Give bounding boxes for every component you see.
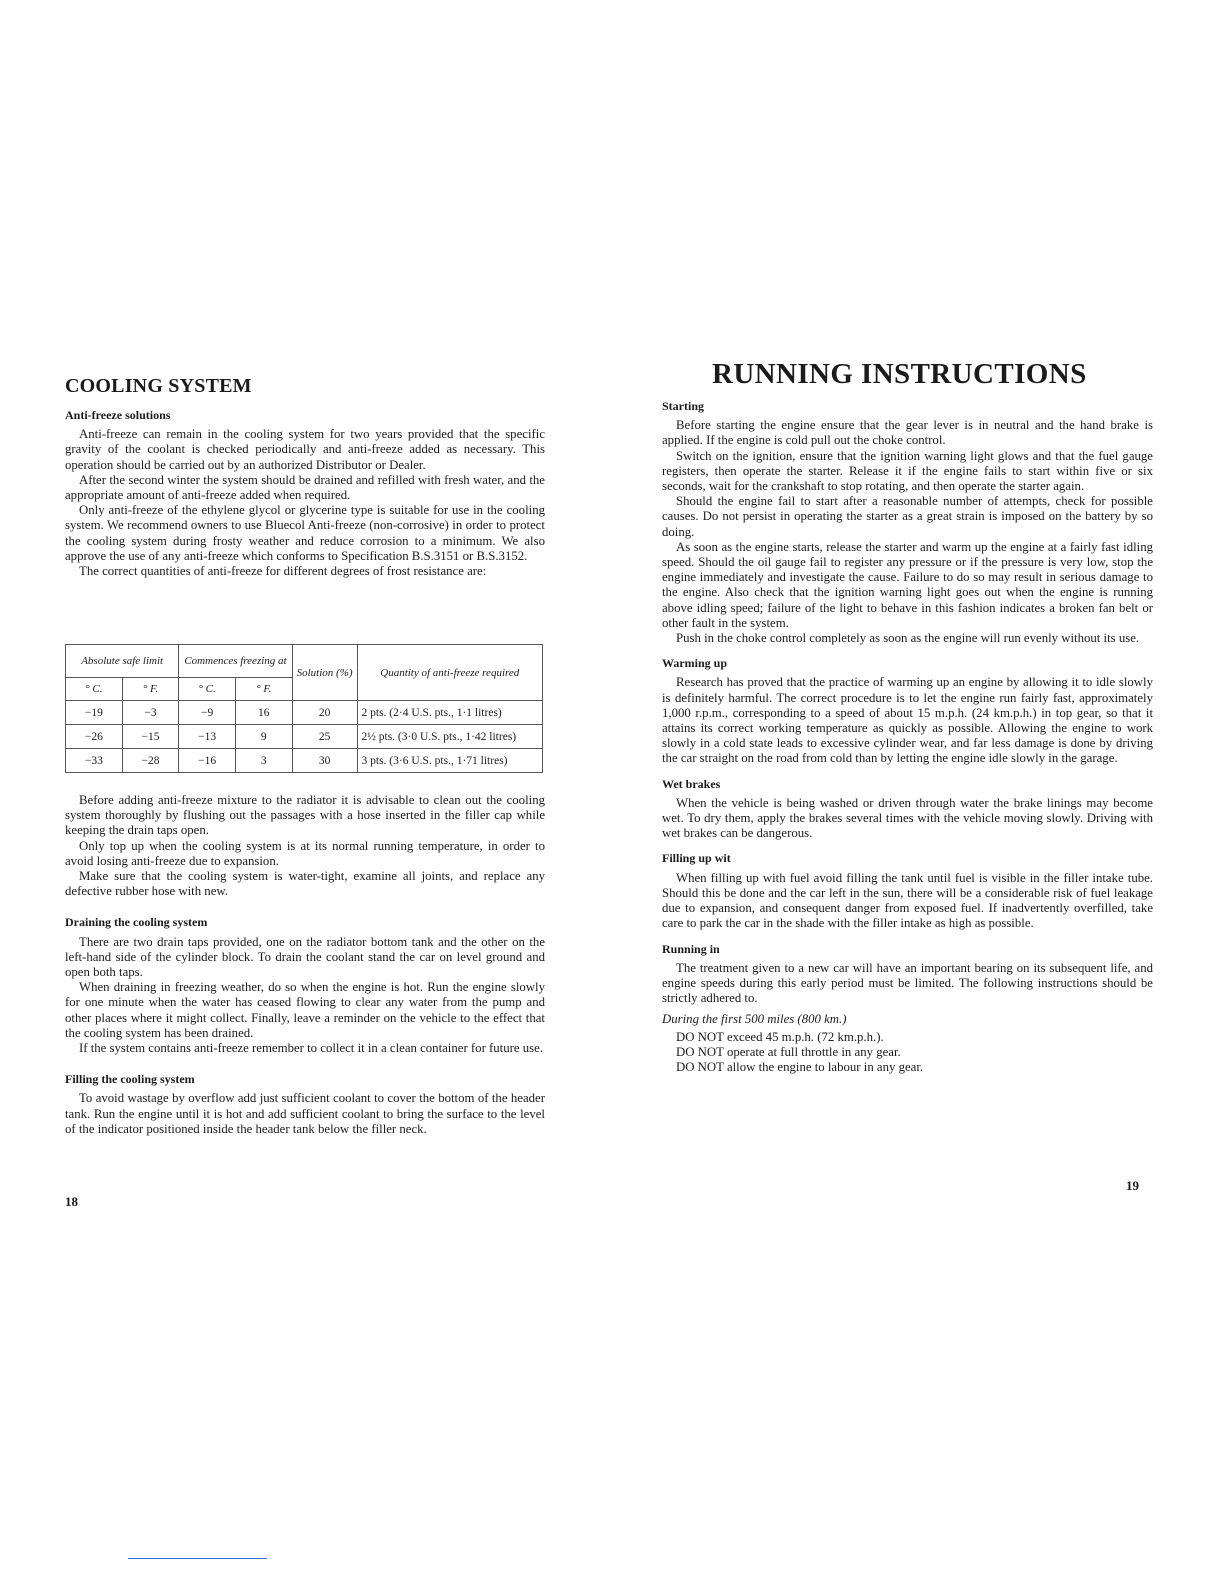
cell-quantity: 3 pts. (3·6 U.S. pts., 1·71 litres) <box>357 749 542 773</box>
table-row <box>66 725 543 749</box>
wet-brakes-section <box>662 777 1153 842</box>
page-title-running-instructions: RUNNING INSTRUCTIONS <box>712 358 1087 390</box>
paragraph: The treatment given to a new car will have an important bearing on its subsequent life, and engine speeds during this early period must be limited. The following instructions should be strictly adhered to. <box>662 960 1153 1006</box>
paragraph: The correct quantities of anti-freeze for different degrees of frost resistance are: <box>79 564 487 579</box>
warming-up-section <box>662 656 1153 766</box>
list-item: DO NOT allow the engine to labour in any gear. <box>676 1059 924 1074</box>
cell-quantity: 2½ pts. (3·0 U.S. pts., 1·42 litres) <box>357 725 542 749</box>
cell-quantity: 2 pts. (2·4 U.S. pts., 1·1 litres) <box>357 701 542 725</box>
paragraph: To avoid wastage by overflow add just sufficient coolant to cover the bottom of the header tank. Run the engine until it is hot and add sufficient coolant to bring the surface to the level of the indicator positioned inside the header tank below the filler neck. <box>65 1091 545 1136</box>
paragraph: When draining in freezing weather, do so when the engine is hot. Run the engine slowly for one minute when the water has ceased flowing to clear any water from the pump and other places where it might collect. Finally, leave a reminder on the vehicle to the effect that the cooling system has been drained. <box>65 980 545 1040</box>
section-heading: Running in <box>662 941 720 956</box>
section-heading: Warming up <box>662 656 728 671</box>
header-com-c: ° C. <box>179 678 236 701</box>
header-absolute-safe-limit: Absolute safe limit <box>66 645 179 678</box>
paragraph: Before adding anti-freeze mixture to the radiator it is advisable to clean out the cooling system thoroughly by flushing out the passages with a hose inserted in the filler cap while keeping the drain taps open. <box>65 793 545 838</box>
header-quantity: Quantity of anti-freeze required <box>357 645 542 701</box>
cell-abs-c: −19 <box>66 701 123 725</box>
paragraph: If the system contains anti-freeze remember to collect it in a clean container for future use. <box>79 1041 544 1056</box>
running-in-section <box>662 942 1153 1076</box>
cell-abs-f: −28 <box>122 749 179 773</box>
paragraph: When filling up with fuel avoid filling the tank until fuel is visible in the filler intake tube. Should this be done and the car left in the sun, there will be a considerable risk of fuel leakage due to expansion, and consequent danger from exposed fuel. If inadvertently overfilled, take care to park the car in the shade with the filler intake as high as possible. <box>662 870 1153 931</box>
paragraph: Switch on the ignition, ensure that the ignition warning light glows and that the fuel gauge registers, then operate the starter. Release it if the engine fails to start within five or six seconds, wait for the crankshaft to stop rotating, and then operate the starter again. <box>662 448 1153 494</box>
paragraph: Only anti-freeze of the ethylene glycol or glycerine type is suitable for use in the cooling system. We recommend owners to use Bluecol Anti-freeze (non-corrosive) in order to protect the cooling system during frosty weather and reduce corrosion to a minimum. We also approve the use of any anti-freeze which conforms to Specification B.S.3151 or B.S.3152. <box>65 503 545 563</box>
section-heading: Filling up wit <box>662 851 731 866</box>
section-heading: Anti-freeze solutions <box>65 408 171 422</box>
paragraph: Research has proved that the practice of warming up an engine by allowing it to idle slowly is definitely harmful. The correct procedure is to let the engine run fairly fast, approximately 1,000 r.p.m., corresponding to a speed of about 15 m.p.h. (24 km.p.h.) in top gear, so that it attains its correct working temperature as quickly as possible. Allowing the engine to work slowly in a cold state leads to excessive cylinder wear, and far less damage is done by driving the car straight on the road from cold than by letting the engine idle slowly in the garage. <box>662 675 1153 766</box>
cell-solution: 30 <box>292 749 357 773</box>
page-number: 19 <box>1126 1178 1139 1193</box>
section-heading: Wet brakes <box>662 776 721 791</box>
paragraph: After the second winter the system should be drained and refilled with fresh water, and the appropriate amount of anti-freeze added when required. <box>65 472 545 503</box>
page-number: 18 <box>65 1194 78 1209</box>
header-commences-freezing: Commences freezing at <box>179 645 292 678</box>
section-heading: Filling the cooling system <box>65 1072 195 1087</box>
right-page <box>612 0 1224 1584</box>
draining-section <box>65 915 545 1056</box>
filling-section <box>65 1072 545 1137</box>
cell-abs-f: −3 <box>122 701 179 725</box>
table-row <box>66 749 543 773</box>
cell-abs-f: −15 <box>122 725 179 749</box>
list-item: DO NOT exceed 45 m.p.h. (72 km.p.h.). <box>676 1029 884 1044</box>
starting-section <box>662 399 1153 646</box>
paragraph: When the vehicle is being washed or driven through water the brake linings may become wet. To dry them, apply the brakes several times with the vehicle moving slowly. Driving with wet brakes can be dangerous. <box>662 795 1153 841</box>
paragraph: There are two drain taps provided, one on the radiator bottom tank and the other on the left-hand side of the cylinder block. To drain the coolant stand the car on level ground and open both taps. <box>65 934 545 980</box>
header-com-f: ° F. <box>235 678 292 701</box>
section-heading: Starting <box>662 399 704 413</box>
paragraph: As soon as the engine starts, release the starter and warm up the engine at a fairly fast idling speed. Should the oil gauge fail to register any pressure or if the pressure is very low, stop the engine immediately and investigate the cause. Failure to do so may result in serious damage to the engine. Also check that the ignition warning light goes out when the engine is running above idling speed; failure of the light to behave in this fashion indicates a broken fan belt or other fault in the system. <box>662 539 1153 630</box>
cell-com-c: −13 <box>179 725 236 749</box>
cell-com-c: −16 <box>179 749 236 773</box>
cell-abs-c: −33 <box>66 749 123 773</box>
page-title-cooling-system: COOLING SYSTEM <box>65 375 252 397</box>
divider-line <box>128 1558 267 1559</box>
antifreeze-table <box>65 644 543 773</box>
cell-com-f: 16 <box>235 701 292 725</box>
paragraph: Only top up when the cooling system is at its normal running temperature, in order to avoid losing anti-freeze due to expansion. <box>65 838 545 868</box>
period-note: During the first 500 miles (800 km.) <box>662 1012 847 1027</box>
paragraph: Push in the choke control completely as soon as the engine will run evenly without its use. <box>676 631 1140 646</box>
cell-solution: 20 <box>292 701 357 725</box>
filling-up-section <box>662 851 1153 931</box>
cooling-procedures <box>65 793 545 1137</box>
cell-abs-c: −26 <box>66 725 123 749</box>
rules-list <box>662 1030 1153 1076</box>
header-abs-f: ° F. <box>122 678 179 701</box>
cell-solution: 25 <box>292 725 357 749</box>
paragraph: Make sure that the cooling system is water-tight, examine all joints, and replace any defective rubber hose with new. <box>65 869 545 899</box>
cell-com-f: 3 <box>235 749 292 773</box>
cell-com-c: −9 <box>179 701 236 725</box>
list-item: DO NOT operate at full throttle in any gear. <box>676 1044 901 1059</box>
section-heading: Draining the cooling system <box>65 915 208 930</box>
table-row <box>66 701 543 725</box>
running-instructions-column <box>662 399 1153 1075</box>
paragraph: Before starting the engine ensure that the gear lever is in neutral and the hand brake is applied. If the engine is cold pull out the choke control. <box>662 418 1153 448</box>
antifreeze-section <box>65 408 545 579</box>
header-abs-c: ° C. <box>66 678 123 701</box>
cell-com-f: 9 <box>235 725 292 749</box>
header-solution: Solution (%) <box>292 645 357 701</box>
paragraph: Anti-freeze can remain in the cooling system for two years provided that the specific gravity of the coolant is checked periodically and anti-freeze added as necessary. This operation should be carried out by an authorized Distributor or Dealer. <box>65 427 545 472</box>
paragraph: Should the engine fail to start after a reasonable number of attempts, check for possible causes. Do not persist in operating the starter as a great strain is imposed on the battery by so doing. <box>662 494 1153 539</box>
